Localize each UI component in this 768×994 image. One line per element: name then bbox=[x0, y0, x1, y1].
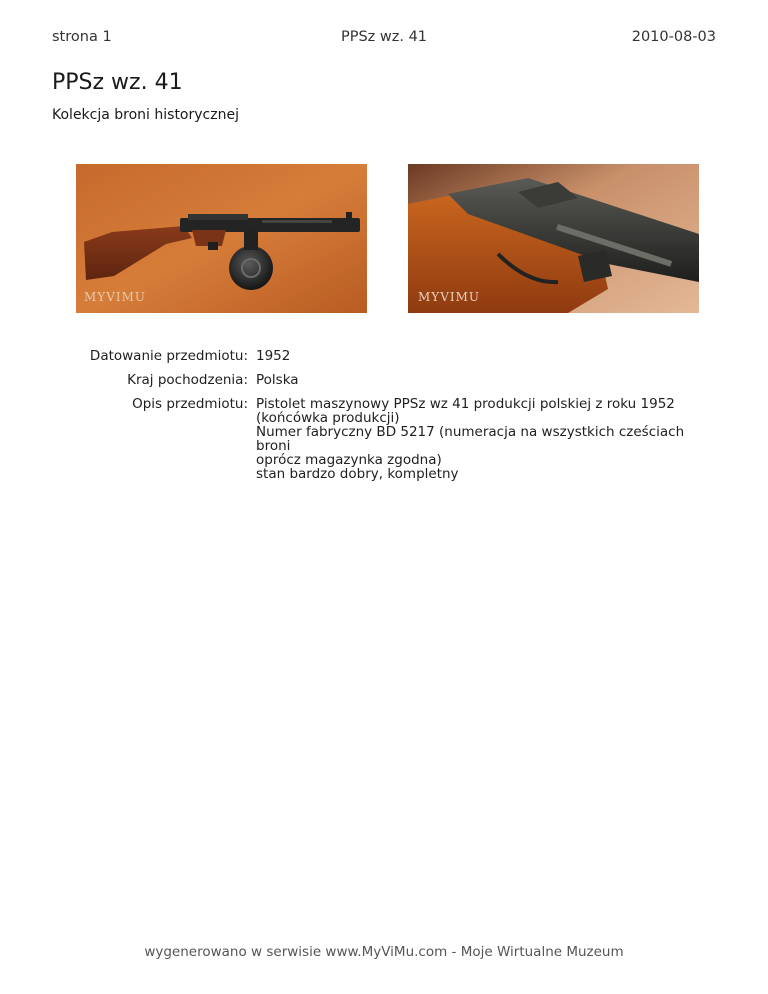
description-line: Numer fabryczny BD 5217 (numeracja na wszystkich cześciach broni bbox=[256, 424, 685, 454]
photo-rifle-full bbox=[76, 164, 367, 313]
photo-rifle-detail bbox=[408, 164, 699, 313]
collection-name: Kolekcja broni historycznej bbox=[52, 107, 239, 123]
description-line: (końcówka produkcji) bbox=[256, 410, 400, 426]
detail-label-date: Datowanie przedmiotu: bbox=[89, 348, 248, 364]
header-date: 2010-08-03 bbox=[631, 29, 716, 45]
watermark-logo: MYVIMU bbox=[418, 290, 481, 304]
detail-value-country: Polska bbox=[256, 372, 299, 388]
detail-label-description: Opis przedmiotu: bbox=[132, 396, 248, 412]
detail-label-country: Kraj pochodzenia: bbox=[127, 372, 248, 388]
detail-value-description bbox=[256, 397, 716, 481]
description-line: oprócz magazynka zgodna) bbox=[256, 452, 442, 468]
header-document-title: PPSz wz. 41 bbox=[340, 29, 428, 45]
header-page-number: strona 1 bbox=[52, 29, 112, 45]
description-line: Pistolet maszynowy PPSz wz 41 produkcji polskiej z roku 1952 bbox=[256, 396, 675, 412]
detail-value-date: 1952 bbox=[256, 348, 291, 364]
page-title: PPSz wz. 41 bbox=[52, 70, 183, 95]
watermark-logo: MYVIMU bbox=[84, 290, 147, 304]
footer-credit: wygenerowano w serwisie www.MyViMu.com - Moje Wirtualne Muzeum bbox=[144, 944, 624, 960]
description-line: stan bardzo dobry, kompletny bbox=[256, 466, 459, 482]
